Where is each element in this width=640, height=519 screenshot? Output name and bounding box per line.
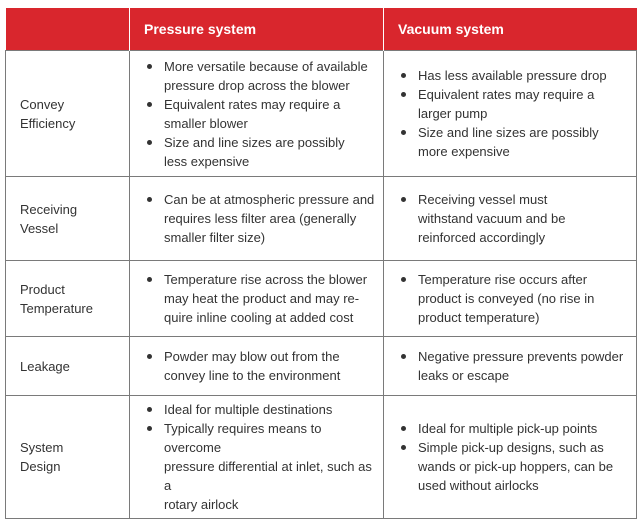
- row-label-line: Product: [20, 281, 65, 297]
- bullet-line: convey line to the environment: [164, 368, 341, 383]
- bullet-line: Receiving vessel must: [418, 192, 548, 207]
- row-label-line: Efficiency: [20, 115, 76, 131]
- vacuum-bullet-list: [398, 347, 632, 385]
- bullet-line: quire inline cooling at added cost: [164, 310, 354, 325]
- row-label-line: Receiving: [20, 201, 78, 217]
- pressure-cell: [130, 261, 384, 337]
- bullet-line: used without airlocks: [418, 478, 539, 493]
- bullet-line: may heat the product and may re-: [164, 291, 360, 306]
- vacuum-bullet-list: [398, 419, 632, 495]
- vacuum-cell: [384, 51, 637, 177]
- bullet-line: larger pump: [418, 106, 488, 121]
- bullet-item: [398, 347, 632, 385]
- bullet-line: More versatile because of available: [164, 58, 368, 74]
- bullet-line: Negative pressure prevents powder: [418, 349, 624, 364]
- vacuum-cell: [384, 261, 637, 337]
- pressure-cell: [130, 337, 384, 396]
- row-label-line: System: [20, 440, 64, 455]
- header-pressure-system: Pressure system: [130, 8, 384, 51]
- bullet-line: leaks or escape: [418, 368, 510, 383]
- bullet-item: [398, 190, 632, 247]
- bullet-line: Equivalent rates may require a: [164, 96, 341, 112]
- row-label-line: Convey: [20, 96, 65, 112]
- header-empty-cell: [6, 8, 130, 51]
- table-row: [6, 396, 637, 519]
- bullet-line: smaller blower: [164, 115, 248, 131]
- pressure-cell: [130, 177, 384, 261]
- bullet-line: Temperature rise across the blower: [164, 272, 368, 287]
- bullet-line: pressure differential at inlet, such as a: [164, 459, 372, 493]
- bullet-line: Powder may blow out from the: [164, 349, 340, 364]
- row-label: [6, 177, 130, 261]
- bullet-line: Ideal for multiple pick-up points: [418, 421, 598, 436]
- pressure-bullet-list: [144, 347, 379, 385]
- bullet-item: [144, 133, 379, 171]
- bullet-line: requires less filter area (generally: [164, 211, 357, 226]
- comparison-table-wrapper: [5, 8, 636, 519]
- bullet-line: Ideal for multiple destinations: [164, 402, 333, 417]
- bullet-line: Has less available pressure drop: [418, 68, 607, 83]
- header-row: [6, 8, 637, 51]
- bullet-line: wands or pick-up hoppers, can be: [418, 459, 614, 474]
- bullet-line: less expensive: [164, 153, 250, 169]
- table-row: [6, 337, 637, 396]
- bullet-item: [144, 57, 379, 95]
- bullet-item: [398, 438, 632, 495]
- bullet-item: [144, 419, 379, 514]
- row-label-line: Vessel: [20, 220, 59, 236]
- row-label-line: Temperature: [20, 300, 93, 316]
- bullet-item: [144, 347, 379, 385]
- bullet-line: withstand vacuum and be: [418, 211, 566, 226]
- bullet-item: [398, 85, 632, 123]
- bullet-line: Can be at atmospheric pressure and: [164, 192, 375, 207]
- bullet-item: [398, 123, 632, 161]
- pressure-bullet-list: [144, 190, 379, 247]
- row-label: [6, 337, 130, 396]
- bullet-item: [144, 190, 379, 247]
- bullet-line: smaller filter size): [164, 230, 266, 245]
- row-label-line: Design: [20, 459, 61, 474]
- vacuum-bullet-list: [398, 270, 632, 327]
- bullet-item: [398, 419, 632, 438]
- bullet-item: [398, 66, 632, 85]
- row-label-line: Leakage: [20, 358, 70, 374]
- table-row: [6, 261, 637, 337]
- bullet-line: reinforced accordingly: [418, 230, 546, 245]
- bullet-item: [144, 270, 379, 327]
- bullet-item: [144, 95, 379, 133]
- row-label: [6, 261, 130, 337]
- bullet-line: Typically requires means to overcome: [164, 421, 322, 455]
- bullet-line: pressure drop across the blower: [164, 77, 350, 93]
- pressure-cell: [130, 396, 384, 519]
- bullet-item: [144, 400, 379, 419]
- vacuum-cell: [384, 177, 637, 261]
- pressure-vs-vacuum-table: [5, 8, 637, 519]
- vacuum-bullet-list: [398, 66, 632, 161]
- header-vacuum-system: Vacuum system: [384, 8, 637, 51]
- bullet-line: product is conveyed (no rise in: [418, 291, 595, 306]
- bullet-line: product temperature): [418, 310, 540, 325]
- vacuum-bullet-list: [398, 190, 632, 247]
- row-label: [6, 396, 130, 519]
- bullet-line: Size and line sizes are possibly: [164, 134, 345, 150]
- row-label: [6, 51, 130, 177]
- pressure-bullet-list: [144, 57, 379, 171]
- bullet-line: Equivalent rates may require a: [418, 87, 595, 102]
- bullet-line: rotary airlock: [164, 497, 239, 512]
- table-row: [6, 51, 637, 177]
- bullet-line: Size and line sizes are possibly: [418, 125, 599, 140]
- bullet-line: more expensive: [418, 144, 510, 159]
- bullet-line: Temperature rise occurs after: [418, 272, 588, 287]
- pressure-bullet-list: [144, 270, 379, 327]
- pressure-bullet-list: [144, 400, 379, 514]
- vacuum-cell: [384, 337, 637, 396]
- bullet-item: [398, 270, 632, 327]
- vacuum-cell: [384, 396, 637, 519]
- bullet-line: Simple pick-up designs, such as: [418, 440, 604, 455]
- pressure-cell: [130, 51, 384, 177]
- table-row: [6, 177, 637, 261]
